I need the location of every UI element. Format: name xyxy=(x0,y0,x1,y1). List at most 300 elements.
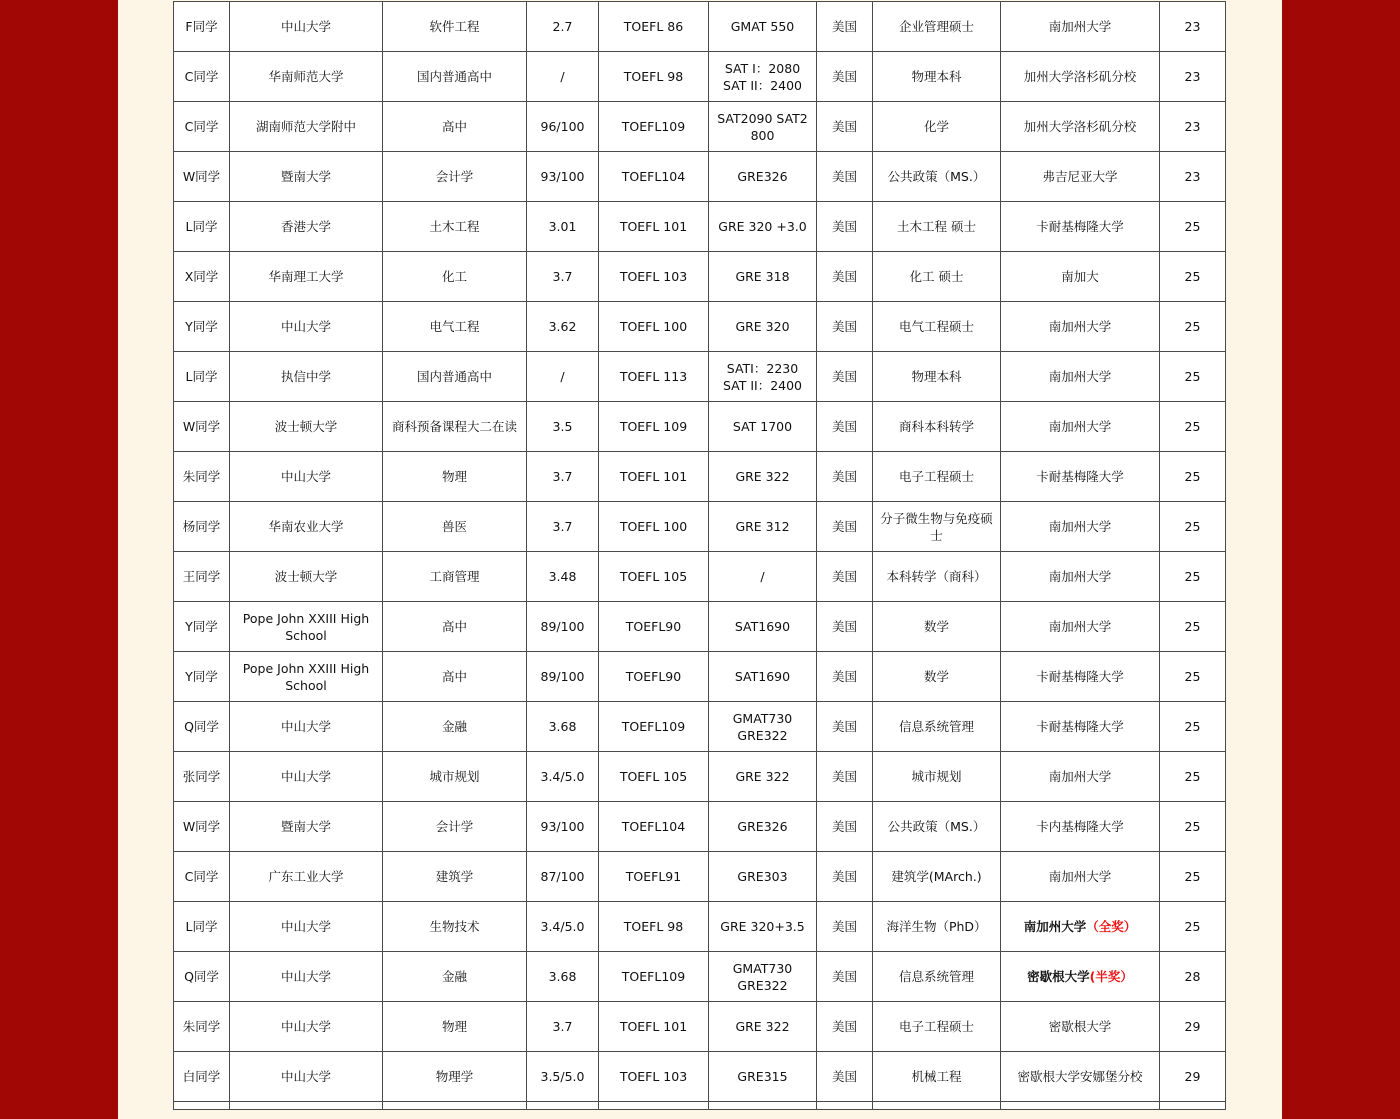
toefl-score-cell: TOEFL109 xyxy=(599,702,709,752)
country-cell: 美国 xyxy=(817,252,873,302)
admitted-school-name: 南加州大学 xyxy=(1048,519,1112,534)
toefl-score-cell: TOEFL 98 xyxy=(599,52,709,102)
admitted-school-cell xyxy=(1001,2,1160,52)
test-score-line: GRE315 xyxy=(737,1069,788,1084)
student-name-cell: 张同学 xyxy=(174,752,230,802)
gpa-cell: 3.01 xyxy=(527,202,599,252)
major-cell: 国内普通高中 xyxy=(383,52,527,102)
student-name-cell: C同学 xyxy=(174,52,230,102)
toefl-score-cell: TOEFL 98 xyxy=(599,902,709,952)
admitted-school-cell xyxy=(1001,452,1160,502)
test-score-line: SAT1690 xyxy=(734,619,791,634)
empty-cell xyxy=(230,1102,383,1110)
test-score-cell xyxy=(709,902,817,952)
origin-school-line: 华南理工大学 xyxy=(268,269,344,284)
origin-school-line: 波士顿大学 xyxy=(274,569,338,584)
number-cell: 23 xyxy=(1160,52,1226,102)
number-cell: 23 xyxy=(1160,2,1226,52)
major-cell: 城市规划 xyxy=(383,752,527,802)
origin-school-cell xyxy=(230,652,383,702)
number-cell: 25 xyxy=(1160,452,1226,502)
major-cell: 商科预备课程大二在读 xyxy=(383,402,527,452)
admission-results-table xyxy=(173,1,1226,1110)
table-row xyxy=(174,2,1226,52)
origin-school-line: 中山大学 xyxy=(280,769,331,784)
major-cell: 兽医 xyxy=(383,502,527,552)
test-score-line: GRE322 xyxy=(737,727,788,743)
test-score-line: SATI：2230 xyxy=(726,360,799,376)
number-cell: 23 xyxy=(1160,152,1226,202)
student-name-cell: W同学 xyxy=(174,402,230,452)
country-cell: 美国 xyxy=(817,902,873,952)
admitted-program-cell: 化学 xyxy=(873,102,1001,152)
test-score-line: SAT II：2400 xyxy=(722,377,803,393)
toefl-score-cell: TOEFL91 xyxy=(599,852,709,902)
test-score-line: SAT 1700 xyxy=(732,419,793,434)
student-name-cell: X同学 xyxy=(174,252,230,302)
table-row xyxy=(174,952,1226,1002)
scholarship-badge: (半奖） xyxy=(1089,969,1133,984)
admitted-school-cell xyxy=(1001,1052,1160,1102)
admitted-school-cell xyxy=(1001,852,1160,902)
major-cell: 会计学 xyxy=(383,802,527,852)
test-score-line: GRE 322 xyxy=(735,1019,790,1034)
admitted-school-name: 加州大学洛杉矶分校 xyxy=(1023,119,1137,134)
gpa-cell: 89/100 xyxy=(527,652,599,702)
admitted-program-cell: 信息系统管理 xyxy=(873,952,1001,1002)
test-score-line: SAT II：2400 xyxy=(722,77,803,93)
origin-school-cell xyxy=(230,552,383,602)
table-row xyxy=(174,402,1226,452)
origin-school-line: 广东工业大学 xyxy=(268,869,344,884)
gpa-cell: 3.5/5.0 xyxy=(527,1052,599,1102)
admitted-program-cell: 海洋生物（PhD） xyxy=(873,902,1001,952)
admitted-school-cell xyxy=(1001,652,1160,702)
admitted-school-name: 南加州大学 xyxy=(1048,619,1112,634)
number-cell: 25 xyxy=(1160,802,1226,852)
origin-school-line: 中山大学 xyxy=(280,969,331,984)
country-cell: 美国 xyxy=(817,152,873,202)
test-score-line: GRE 322 xyxy=(735,769,790,784)
major-cell: 高中 xyxy=(383,652,527,702)
table-row xyxy=(174,902,1226,952)
admitted-school-cell xyxy=(1001,302,1160,352)
origin-school-cell xyxy=(230,702,383,752)
empty-cell xyxy=(599,1102,709,1110)
origin-school-line: 香港大学 xyxy=(280,219,331,234)
table-row xyxy=(174,1002,1226,1052)
admitted-school-name: 南加州大学 xyxy=(1048,19,1112,34)
test-score-cell xyxy=(709,452,817,502)
origin-school-line: 暨南大学 xyxy=(280,819,331,834)
admitted-program-cell: 公共政策（MS.） xyxy=(873,802,1001,852)
test-score-line: SAT1690 xyxy=(734,669,791,684)
test-score-line: GRE 318 xyxy=(735,269,790,284)
test-score-line: GRE303 xyxy=(737,869,788,884)
student-name-cell: L同学 xyxy=(174,352,230,402)
admitted-school-name: 卡内基梅隆大学 xyxy=(1036,819,1124,834)
empty-cell xyxy=(1001,1102,1160,1110)
toefl-score-cell: TOEFL 105 xyxy=(599,752,709,802)
toefl-score-cell: TOEFL 103 xyxy=(599,252,709,302)
major-cell: 高中 xyxy=(383,602,527,652)
gpa-cell: 3.62 xyxy=(527,302,599,352)
table-row xyxy=(174,52,1226,102)
admitted-school-cell xyxy=(1001,202,1160,252)
admitted-program-cell: 分子微生物与免疫硕士 xyxy=(873,502,1001,552)
test-score-cell xyxy=(709,152,817,202)
test-score-cell xyxy=(709,302,817,352)
table-row xyxy=(174,802,1226,852)
gpa-cell: 3.68 xyxy=(527,952,599,1002)
country-cell: 美国 xyxy=(817,202,873,252)
admitted-school-name: 密歇根大学 xyxy=(1027,969,1090,984)
major-cell: 软件工程 xyxy=(383,2,527,52)
toefl-score-cell: TOEFL104 xyxy=(599,152,709,202)
student-name-cell: L同学 xyxy=(174,202,230,252)
origin-school-line: 中山大学 xyxy=(280,19,331,34)
origin-school-cell xyxy=(230,202,383,252)
number-cell: 29 xyxy=(1160,1052,1226,1102)
test-score-line: SAT2090 SAT2 xyxy=(717,110,808,126)
gpa-cell: 96/100 xyxy=(527,102,599,152)
student-name-cell: W同学 xyxy=(174,802,230,852)
number-cell: 25 xyxy=(1160,352,1226,402)
student-name-cell: 白同学 xyxy=(174,1052,230,1102)
student-name-cell: L同学 xyxy=(174,902,230,952)
test-score-cell xyxy=(709,702,817,752)
admitted-school-name: 密歇根大学安娜堡分校 xyxy=(1017,1069,1143,1084)
admitted-school-name: 弗吉尼亚大学 xyxy=(1042,169,1118,184)
student-name-cell: 杨同学 xyxy=(174,502,230,552)
admitted-school-name: 南加州大学 xyxy=(1048,319,1112,334)
test-score-cell xyxy=(709,102,817,152)
origin-school-cell xyxy=(230,752,383,802)
admitted-program-cell: 信息系统管理 xyxy=(873,702,1001,752)
admitted-program-cell: 公共政策（MS.） xyxy=(873,152,1001,202)
test-score-line: / xyxy=(760,569,765,584)
test-score-line: GMAT730 xyxy=(732,710,793,726)
test-score-cell xyxy=(709,752,817,802)
student-name-cell: C同学 xyxy=(174,102,230,152)
admitted-program-cell: 电气工程硕士 xyxy=(873,302,1001,352)
origin-school-line: 华南农业大学 xyxy=(268,519,344,534)
test-score-line: GRE326 xyxy=(737,819,788,834)
gpa-cell: 3.68 xyxy=(527,702,599,752)
origin-school-cell xyxy=(230,902,383,952)
admitted-school-cell xyxy=(1001,402,1160,452)
major-cell: 物理 xyxy=(383,452,527,502)
admitted-school-cell xyxy=(1001,602,1160,652)
toefl-score-cell: TOEFL90 xyxy=(599,602,709,652)
origin-school-line: 中山大学 xyxy=(280,719,331,734)
test-score-line: GMAT 550 xyxy=(730,19,795,34)
content-panel xyxy=(118,0,1282,1119)
admitted-school-name: 南加州大学 xyxy=(1048,369,1112,384)
test-score-line: GRE322 xyxy=(737,977,788,993)
gpa-cell: 2.7 xyxy=(527,2,599,52)
admitted-school-cell xyxy=(1001,502,1160,552)
table-row xyxy=(174,852,1226,902)
admitted-school-name: 南加州大学 xyxy=(1048,869,1112,884)
table-row xyxy=(174,202,1226,252)
number-cell: 25 xyxy=(1160,752,1226,802)
admitted-school-cell xyxy=(1001,702,1160,752)
origin-school-line: 中山大学 xyxy=(280,469,331,484)
origin-school-cell xyxy=(230,452,383,502)
student-name-cell: 朱同学 xyxy=(174,1002,230,1052)
origin-school-cell xyxy=(230,952,383,1002)
country-cell: 美国 xyxy=(817,352,873,402)
student-name-cell: Y同学 xyxy=(174,652,230,702)
number-cell: 25 xyxy=(1160,602,1226,652)
test-score-cell xyxy=(709,52,817,102)
toefl-score-cell: TOEFL 109 xyxy=(599,402,709,452)
number-cell: 25 xyxy=(1160,402,1226,452)
table-row xyxy=(174,1052,1226,1102)
admitted-school-name: 卡耐基梅隆大学 xyxy=(1036,669,1124,684)
admitted-school-cell xyxy=(1001,952,1160,1002)
admitted-program-cell: 城市规划 xyxy=(873,752,1001,802)
origin-school-line: 中山大学 xyxy=(280,1069,331,1084)
gpa-cell: 3.7 xyxy=(527,452,599,502)
gpa-cell: 3.7 xyxy=(527,1002,599,1052)
major-cell: 化工 xyxy=(383,252,527,302)
admitted-program-cell: 化工 硕士 xyxy=(873,252,1001,302)
gpa-cell: 93/100 xyxy=(527,802,599,852)
major-cell: 电气工程 xyxy=(383,302,527,352)
gpa-cell: 3.5 xyxy=(527,402,599,452)
origin-school-line: 暨南大学 xyxy=(280,169,331,184)
origin-school-cell xyxy=(230,852,383,902)
table-row xyxy=(174,502,1226,552)
admitted-program-cell: 企业管理硕士 xyxy=(873,2,1001,52)
admitted-school-name: 卡耐基梅隆大学 xyxy=(1036,469,1124,484)
toefl-score-cell: TOEFL90 xyxy=(599,652,709,702)
admitted-school-name: 卡耐基梅隆大学 xyxy=(1036,219,1124,234)
test-score-cell xyxy=(709,602,817,652)
test-score-cell xyxy=(709,652,817,702)
origin-school-cell xyxy=(230,102,383,152)
number-cell: 25 xyxy=(1160,902,1226,952)
origin-school-cell xyxy=(230,502,383,552)
admitted-school-name: 密歇根大学 xyxy=(1048,1019,1112,1034)
country-cell: 美国 xyxy=(817,302,873,352)
country-cell: 美国 xyxy=(817,52,873,102)
empty-cell xyxy=(817,1102,873,1110)
table-row xyxy=(174,552,1226,602)
toefl-score-cell: TOEFL 103 xyxy=(599,1052,709,1102)
student-name-cell: Y同学 xyxy=(174,602,230,652)
empty-cell xyxy=(174,1102,230,1110)
empty-cell xyxy=(383,1102,527,1110)
admitted-school-cell xyxy=(1001,902,1160,952)
student-name-cell: F同学 xyxy=(174,2,230,52)
admitted-school-name: 南加州大学 xyxy=(1048,419,1112,434)
test-score-line: GRE 322 xyxy=(735,469,790,484)
origin-school-cell xyxy=(230,402,383,452)
test-score-cell xyxy=(709,402,817,452)
number-cell: 23 xyxy=(1160,102,1226,152)
admitted-school-name: 卡耐基梅隆大学 xyxy=(1036,719,1124,734)
major-cell: 金融 xyxy=(383,952,527,1002)
gpa-cell: 87/100 xyxy=(527,852,599,902)
toefl-score-cell: TOEFL 100 xyxy=(599,302,709,352)
country-cell: 美国 xyxy=(817,502,873,552)
origin-school-cell xyxy=(230,802,383,852)
admitted-program-cell: 物理本科 xyxy=(873,52,1001,102)
test-score-cell xyxy=(709,352,817,402)
test-score-cell xyxy=(709,252,817,302)
test-score-line: GRE326 xyxy=(737,169,788,184)
scholarship-badge: （全奖） xyxy=(1086,919,1137,934)
number-cell: 25 xyxy=(1160,552,1226,602)
test-score-line: GMAT730 xyxy=(732,960,793,976)
admitted-school-cell xyxy=(1001,252,1160,302)
student-name-cell: 朱同学 xyxy=(174,452,230,502)
origin-school-line: 波士顿大学 xyxy=(274,419,338,434)
admitted-program-cell: 建筑学(MArch.) xyxy=(873,852,1001,902)
admitted-school-name: 加州大学洛杉矶分校 xyxy=(1023,69,1137,84)
major-cell: 物理学 xyxy=(383,1052,527,1102)
major-cell: 生物技术 xyxy=(383,902,527,952)
admitted-school-cell xyxy=(1001,802,1160,852)
admitted-school-cell xyxy=(1001,52,1160,102)
major-cell: 物理 xyxy=(383,1002,527,1052)
admitted-program-cell: 土木工程 硕士 xyxy=(873,202,1001,252)
student-name-cell: W同学 xyxy=(174,152,230,202)
toefl-score-cell: TOEFL 101 xyxy=(599,202,709,252)
gpa-cell: 3.4/5.0 xyxy=(527,752,599,802)
number-cell: 25 xyxy=(1160,502,1226,552)
admitted-program-cell: 数学 xyxy=(873,652,1001,702)
major-cell: 金融 xyxy=(383,702,527,752)
number-cell: 25 xyxy=(1160,302,1226,352)
origin-school-cell xyxy=(230,2,383,52)
student-name-cell: Q同学 xyxy=(174,952,230,1002)
table-row xyxy=(174,752,1226,802)
test-score-cell xyxy=(709,952,817,1002)
admitted-program-cell: 机械工程 xyxy=(873,1052,1001,1102)
student-name-cell: C同学 xyxy=(174,852,230,902)
gpa-cell: 93/100 xyxy=(527,152,599,202)
country-cell: 美国 xyxy=(817,402,873,452)
admitted-school-cell xyxy=(1001,152,1160,202)
number-cell: 25 xyxy=(1160,252,1226,302)
toefl-score-cell: TOEFL 113 xyxy=(599,352,709,402)
origin-school-line: Pope John XXIII High xyxy=(242,610,370,626)
major-cell: 国内普通高中 xyxy=(383,352,527,402)
major-cell: 建筑学 xyxy=(383,852,527,902)
toefl-score-cell: TOEFL 101 xyxy=(599,1002,709,1052)
gpa-cell: 3.7 xyxy=(527,502,599,552)
number-cell: 25 xyxy=(1160,852,1226,902)
origin-school-cell xyxy=(230,152,383,202)
country-cell: 美国 xyxy=(817,702,873,752)
student-name-cell: 王同学 xyxy=(174,552,230,602)
country-cell: 美国 xyxy=(817,1002,873,1052)
test-score-line: GRE 320+3.5 xyxy=(720,919,805,934)
gpa-cell: 89/100 xyxy=(527,602,599,652)
empty-cell xyxy=(527,1102,599,1110)
test-score-cell xyxy=(709,2,817,52)
table-body xyxy=(174,2,1226,1110)
admitted-school-cell xyxy=(1001,102,1160,152)
student-name-cell: Y同学 xyxy=(174,302,230,352)
table-row xyxy=(174,452,1226,502)
origin-school-line: School xyxy=(285,627,327,643)
gpa-cell: 3.48 xyxy=(527,552,599,602)
origin-school-cell xyxy=(230,602,383,652)
table-row xyxy=(174,302,1226,352)
table-row xyxy=(174,602,1226,652)
admitted-school-cell xyxy=(1001,1002,1160,1052)
admitted-school-name: 南加州大学 xyxy=(1048,569,1112,584)
admitted-school-name: 南加大 xyxy=(1061,269,1099,284)
table-row xyxy=(174,102,1226,152)
toefl-score-cell: TOEFL109 xyxy=(599,952,709,1002)
test-score-line: GRE 320 xyxy=(735,319,790,334)
admitted-school-name: 南加州大学 xyxy=(1048,769,1112,784)
major-cell: 会计学 xyxy=(383,152,527,202)
admitted-program-cell: 电子工程硕士 xyxy=(873,452,1001,502)
table-row xyxy=(174,352,1226,402)
table-row xyxy=(174,652,1226,702)
origin-school-cell xyxy=(230,52,383,102)
admitted-program-cell: 商科本科转学 xyxy=(873,402,1001,452)
number-cell: 25 xyxy=(1160,702,1226,752)
country-cell: 美国 xyxy=(817,102,873,152)
country-cell: 美国 xyxy=(817,652,873,702)
table-row xyxy=(174,1102,1226,1110)
number-cell: 28 xyxy=(1160,952,1226,1002)
admitted-program-cell: 物理本科 xyxy=(873,352,1001,402)
origin-school-line: 中山大学 xyxy=(280,319,331,334)
origin-school-line: Pope John XXIII High xyxy=(242,660,370,676)
major-cell: 土木工程 xyxy=(383,202,527,252)
empty-cell xyxy=(709,1102,817,1110)
origin-school-cell xyxy=(230,352,383,402)
country-cell: 美国 xyxy=(817,1052,873,1102)
country-cell: 美国 xyxy=(817,852,873,902)
number-cell: 25 xyxy=(1160,652,1226,702)
origin-school-cell xyxy=(230,252,383,302)
test-score-line: 800 xyxy=(750,127,775,143)
admitted-school-cell xyxy=(1001,552,1160,602)
origin-school-line: School xyxy=(285,677,327,693)
major-cell: 高中 xyxy=(383,102,527,152)
admitted-program-cell: 电子工程硕士 xyxy=(873,1002,1001,1052)
test-score-cell xyxy=(709,202,817,252)
toefl-score-cell: TOEFL104 xyxy=(599,802,709,852)
origin-school-cell xyxy=(230,1052,383,1102)
admitted-school-cell xyxy=(1001,352,1160,402)
admitted-program-cell: 本科转学（商科） xyxy=(873,552,1001,602)
toefl-score-cell: TOEFL 105 xyxy=(599,552,709,602)
country-cell: 美国 xyxy=(817,602,873,652)
empty-cell xyxy=(1160,1102,1226,1110)
toefl-score-cell: TOEFL 100 xyxy=(599,502,709,552)
origin-school-cell xyxy=(230,302,383,352)
empty-cell xyxy=(873,1102,1001,1110)
test-score-cell xyxy=(709,1002,817,1052)
number-cell: 29 xyxy=(1160,1002,1226,1052)
table-row xyxy=(174,152,1226,202)
origin-school-line: 湖南师范大学附中 xyxy=(255,119,356,134)
test-score-cell xyxy=(709,1052,817,1102)
test-score-cell xyxy=(709,552,817,602)
toefl-score-cell: TOEFL 86 xyxy=(599,2,709,52)
